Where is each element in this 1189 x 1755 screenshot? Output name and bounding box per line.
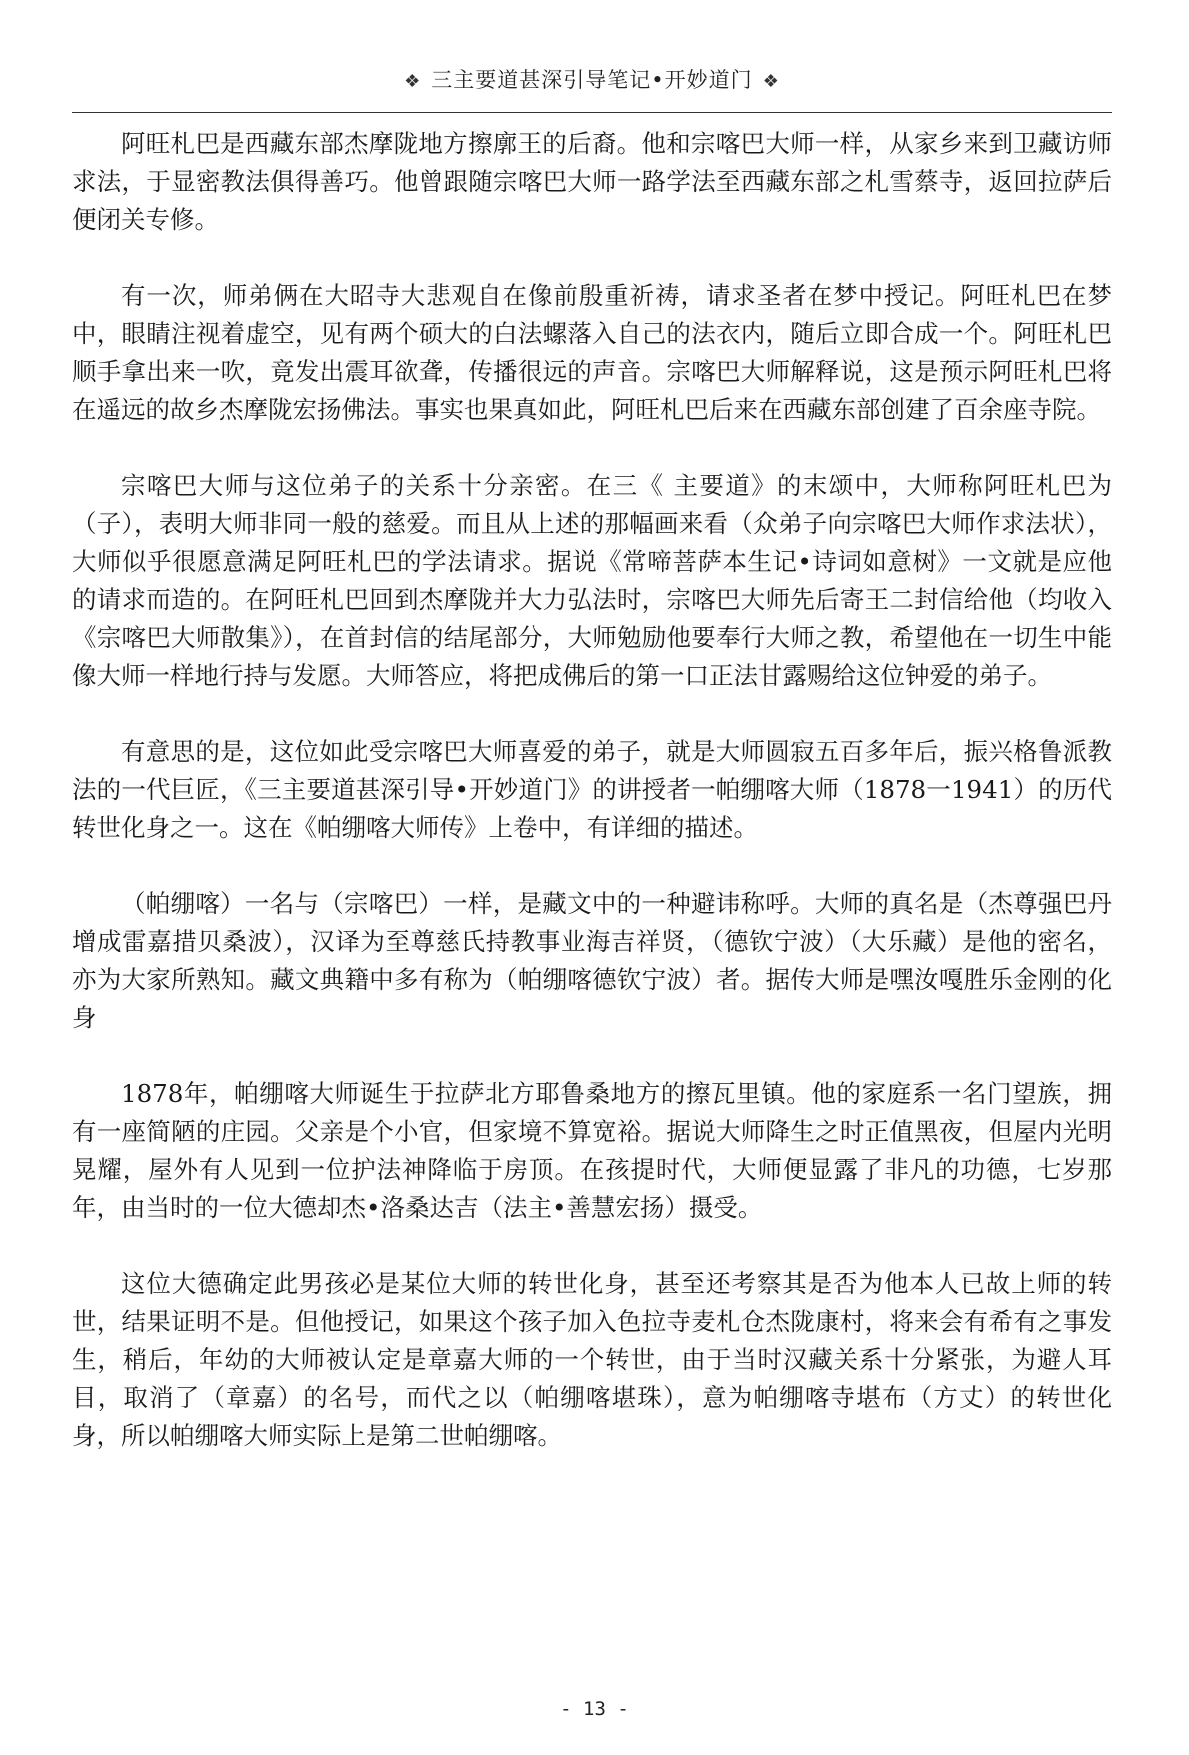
paragraph: 这位大德确定此男孩必是某位大师的转世化身，甚至还考察其是否为他本人已故上师的转世，结果证明不是。但他授记，如果这个孩子加入色拉寺麦札仓杰陇康村，将来会有希有之事发生，稍后，年幼的大师被认定是章嘉大师的一个转世，由于当时汉藏关系十分紧张，为避人耳目，取消了（章嘉）的名号，而代之以（帕绷喀堪珠），意为帕绷喀寺堪布（方丈）的转世化身，所以帕绷喀大师实际上是第二世帕绷喀。	[72, 1269, 1112, 1450]
paragraph: 宗喀巴大师与这位弟子的关系十分亲密。在三《 主要道》的末颂中，大师称阿旺札巴为（子），表明大师非同一般的慈爱。而且从上述的那幅画来看（众弟子向宗喀巴大师作求法状），大师似乎很愿意满足阿旺札巴的学法请求。据说《常啼菩萨本生记•诗词如意树》一文就是应他的请求而造的。在阿旺札巴回到杰摩陇并大力弘法时，宗喀巴大师先后寄王二封信给他（均收入《宗喀巴大师散集》），在首封信的结尾部分，大师勉励他要奉行大师之教，希望他在一切生中能像大师一样地行持与发愿。大师答应，将把成佛后的第一口正法甘露赐给这位钟爱的弟子。	[72, 471, 1112, 690]
ornament-right-icon: ❖	[762, 71, 780, 92]
paragraph: 阿旺札巴是西藏东部杰摩陇地方擦廓王的后裔。他和宗喀巴大师一样，从家乡来到卫藏访师求法，于显密教法俱得善巧。他曾跟随宗喀巴大师一路学法至西藏东部之札雪蔡寺，返回拉萨后便闭关专修。	[72, 129, 1112, 234]
body-text	[72, 125, 1112, 1493]
running-header	[72, 66, 1112, 96]
header-title: 三主要道甚深引导笔记•开妙道门	[431, 68, 753, 92]
paragraph: 1878年，帕绷喀大师诞生于拉萨北方耶鲁桑地方的擦瓦里镇。他的家庭系一名门望族，拥有一座简陋的庄园。父亲是个小官，但家境不算宽裕。据说大师降生之时正值黑夜，但屋内光明晃耀，屋外有人见到一位护法神降临于房顶。在孩提时代，大师便显露了非凡的功德，七岁那年，由当时的一位大德却杰•洛桑达吉（法主•善慧宏扬）摄受。	[72, 1079, 1112, 1222]
ornament-left-icon: ❖	[404, 71, 422, 92]
paragraph: 有意思的是，这位如此受宗喀巴大师喜爱的弟子，就是大师圆寂五百多年后，振兴格鲁派教法的一代巨匠，《三主要道甚深引导•开妙道门》的讲授者一帕绷喀大师（1878一1941）的历代转世化身之一。这在《帕绷喀大师传》上卷中，有详细的描述。	[72, 737, 1112, 842]
paragraph: 有一次，师弟俩在大昭寺大悲观自在像前殷重祈祷，请求圣者在梦中授记。阿旺札巴在梦中，眼睛注视着虚空，见有两个硕大的白法螺落入自己的法衣内，随后立即合成一个。阿旺札巴顺手拿出来一吹，竟发出震耳欲聋，传播很远的声音。宗喀巴大师解释说，这是预示阿旺札巴将在遥远的故乡杰摩陇宏扬佛法。事实也果真如此，阿旺札巴后来在西藏东部创建了百余座寺院。	[72, 281, 1112, 424]
paragraph: （帕绷喀）一名与（宗喀巴）一样，是藏文中的一种避讳称呼。大师的真名是（杰尊强巴丹增成雷嘉措贝桑波），汉译为至尊慈氏持教事业海吉祥贤，（德钦宁波）（大乐藏）是他的密名，亦为大家所熟知。藏文典籍中多有称为（帕绷喀德钦宁波）者。据传大师是嘿汝嘎胜乐金刚的化身	[72, 889, 1112, 1032]
page-number: - 13 -	[560, 1698, 629, 1720]
header-rule	[72, 112, 1112, 113]
